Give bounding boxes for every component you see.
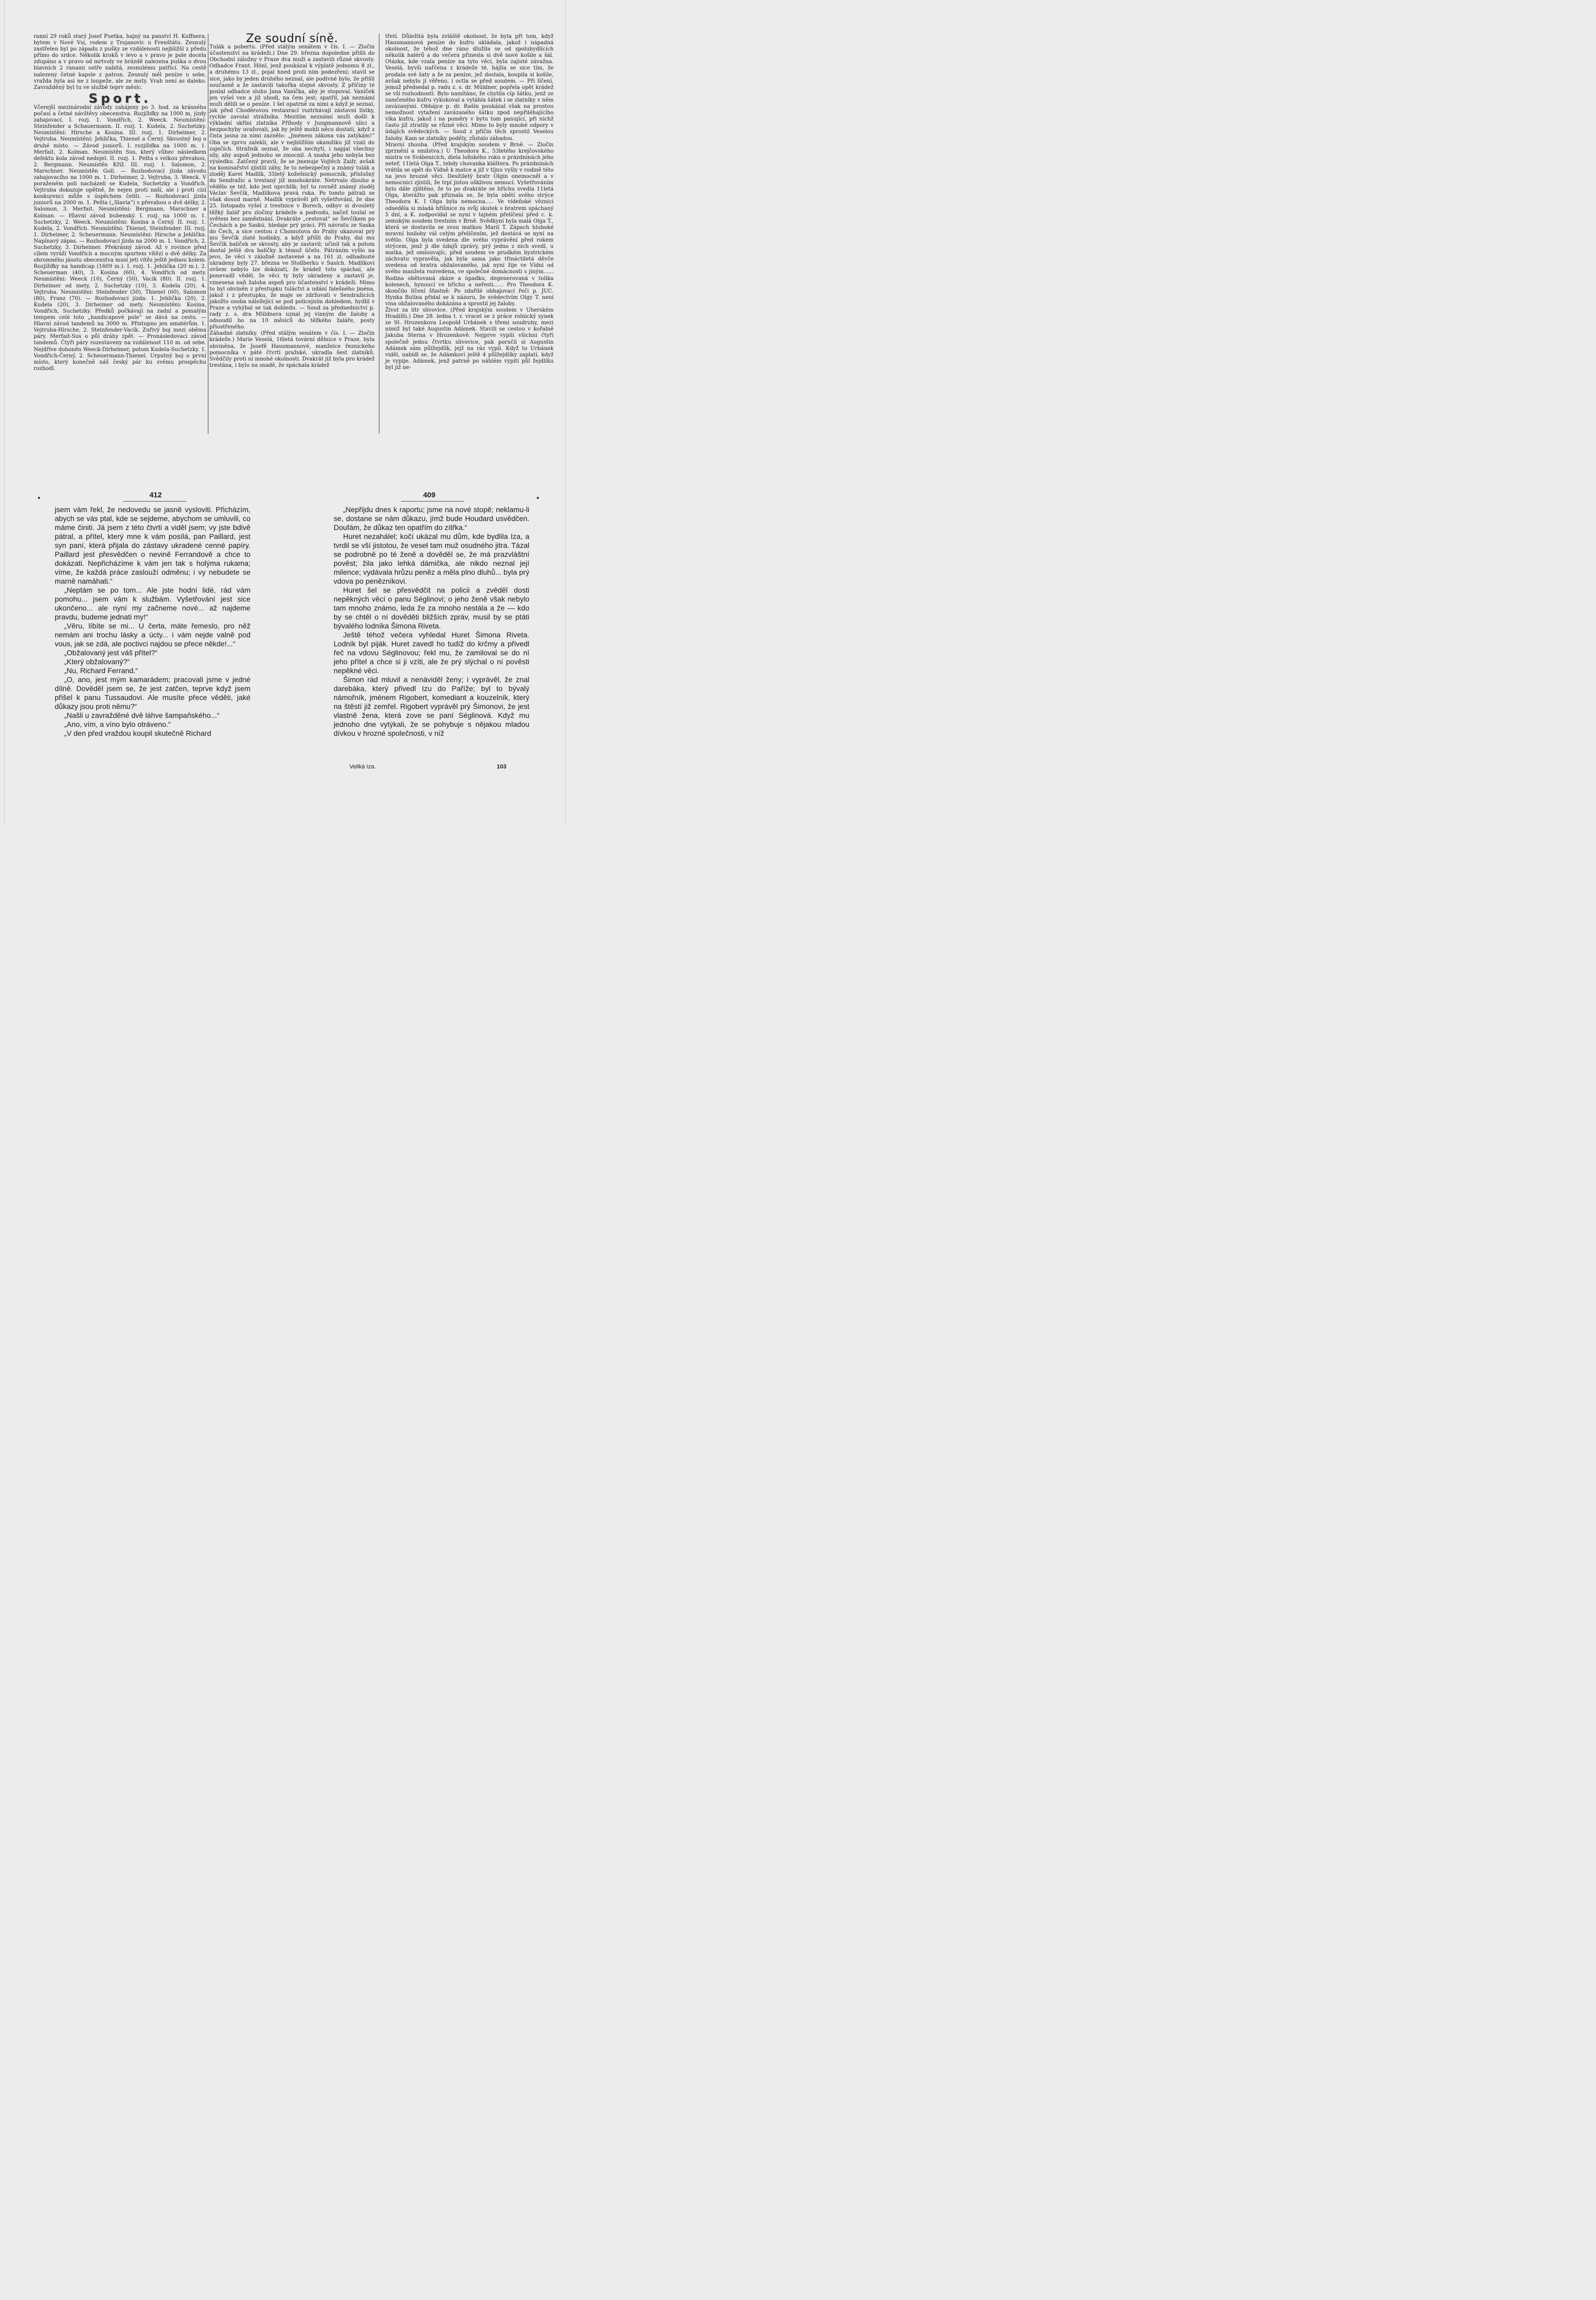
novel-paragraph: „Nu, Richard Ferrand.“ [64, 666, 138, 675]
page-number-rule [123, 501, 186, 502]
page-edge [4, 0, 5, 825]
court-article-mravni-zhouba: Mravní zhouba. (Před krajským soudem v Brně. — Zločin zprznění a smilstva.) U Theodora K., 53letého krejčovského mistra ve Svábenicích, dlela loňského roku o prázdninách jeho neteř, 11letá Olga T., tehdy chovanka klášterа. Po prázdninách vrátila se opět do Vídně k matce a již v tíjnu vyšly v rodině této na jevo hrozné věci. Desítiletý bratr Olgin onemocněl a v nemocnici zjistili, že trpí jistou ošklivou nemocí. Vyšetřováním bylo dále zjištěno, že to po dvakráte se hříchu svedla 11letá Olga, kterážto pak přiznala se, že byla obětí svého strýce Theodora K. I Olga byla nemocna..... Ve vídeňské věznici odseděla si mladá hříšnice za svůj skutek s bratrem spáchaný 5 dní, a K. zodpovídal se nyní v tajném přelíčení před c. k. zemským soudem trestním v Brně. Svědkyní byla malá Olga T., která se dostavila se svou matkou Marií T. Zápach hluboké mravní hniloby vál celým přelíčením, jež dostává se nyní na světlo. Olga byla svedena dle svého vyprávění před rokem strýcem, jenž ji dle údajů zprávy, prý jedno z nich svedl, u matka, jež omlouvajíc, před soudem ve prudkém bystrickém záchvatu vypravěla, jak byla sama jako třináctiletá děvče svedena od bratra obžalovaného, jak nyní žije ve Vídni od svého manžela rozvedena, ve společné domácnosti s jiným...... Rodina obětovaná zkáze a úpadku, degenerovaná v tolika kolenech, hynoucí ve hříchu a neřesti...... Pro Theodora K. skončilo líčení šťastně: Po zdařilé obhajovací řeči p. JUC. Hynka Bulína přidal se k názoru, že svědectvím Olgy T. není vina obžalovaného dokázána a sprostil jej žaloby. [385, 142, 554, 307]
novel-paragraph: Šimon rád mluvil a nenáviděl ženy; i vyprávěl, že znal darebáka, který přivedl Izu do Paříže; byl to bývalý námořník, jménem Rigobert, komediant a kouzelník, který na štěstí již zemřel. Rigobert vyprávěl prý Šimonovi, že jest vlastně žena, která zove se paní Séglinová. Když mu jednoho dne vytýkali, že se pohybuje s nějakou mladou dívkou v hrozné společnosti, v níž [334, 675, 529, 737]
novel-paragraph: „Obžalovaný jest váš přítel?“ [64, 648, 158, 657]
court-section-heading: Ze soudní síně. [246, 32, 338, 45]
court-article-zlatniky: Záhadné zlatníky. (Před stálým senátem v čís. I. — Zločin krádeže.) Marie Veselá, 16letá tovární dělnice v Praze, byla obviněna, že Josefě Hausmannové, manželce řezníckého pomocníka v páté čtvrti pražské, ukradla šest zlatníků. Svědčily proti ní mnohé okolnosti. Dvakrát již byla pro krádež trestána, i bylo na snadě, že spáchala krádež [209, 331, 375, 368]
novel-paragraph: Huret nezahálel; kočí ukázal mu dům, kde bydlila Iza, a tvrdil se vší jistotou, že veseł tam muž osudného jitra. Tázal se podrobně po té ženě a dověděl se, že má prazvláštní pověst; žila jako lehká dámička, ale nikdo neznal její milence; vydávala hrůzu peněz a měla plno dluhů... byla prý vdova po penězníkovi. [334, 532, 529, 585]
page-number-left: 412 [149, 491, 162, 499]
novel-page-409 [334, 505, 529, 738]
sport-heading: Sport. [88, 91, 152, 106]
novel-paragraph: „Který obžalovaný?“ [64, 657, 130, 666]
page-number-rule [401, 501, 464, 502]
novel-paragraph: jsem vám řekl, že nedovedu se jasně vysloviti. Přicházím, abych se vás ptal, kde se sejdeme, abychom se umluvili, co máme činiti. Já jsem z této čtvrti a viděl jsem; vy jste bdivě pátral, a přítel, který mne k vám posílá, pan Paillard, jest syn paní, která přijala do zástavy ukradené cenné papíry. Paillard jest přesvědčen o nevině Ferrandově a chce to dokázati. Nepřicházíme k vám jen tak s holýma rukama; víme, že každá práce zaslouží odměnu; i vy nebudete se marně namáhati.“ [55, 505, 250, 585]
crime-report-text: ranní 29 roků starý Josef Puetka, hajný na panství H. Kuffnera, bytem v Nové Vsi, rodem z Trojanovic u Frenštátu. Zesnulý zastřelen byl po západu z pušky ze vzdálenosti nejbližší z předu přímo do srdce. Několik kroků v levo a v pravo je pole docela zdupáno a v pravo od mrtvoly ve brázdě nalezena puška o dvou hlavních 2 ranami ostře nabitá, zesnulému patřící. Na cestě nalezeny četné kapsle z patron. Zesnulý měl peníze u sebe, vražda byla asi ne z loupeže, ale ze msty. Vrah není as daleko. Zavražděný byl tu ve službě teprv měsíc. [34, 34, 206, 91]
top-middle-column [209, 32, 375, 369]
novel-page-412 [55, 505, 250, 738]
court-article-continued: třetí. Důležitá byla zvláště okolnost, že byla při tom, když Hausmannová peníze do kufru ukládala, jakož i nápadná okolnost, že téhož dne ráno dlužila se od spolubydlících několik halérů a do večera přinesla si dvě nové košile a šál. Otázka, kde vzala peníze na tyto věci, byla zajisté závažna. Veselá, byvši nařčena z krádeže té, hájila se sice tím, že prodala své šaty a že za peníze, jež dostala, koupila si košile, avšak nebylo jí věřeno, i octla se před soudem. — Při líčení, jemuž předsedal p. radu z. s. dr. Müldner, popřela opět krádež se vší rozhodností. Bylo namítáno, že chytila cíp šátku, jenž ze zamčeného kufru vykukoval a vytáhla šátek i se zlatníky v něm zavázanými. Obhájce p. dr. Rašín poukázal však na prostou nemožnost vytažení zavázaného šátku zpod nepřiléhajícího víka kufru, jakož i na poměry v bytu tom panující, při nichž často již ztratily se různé věci. Mimo to byly mnohé odpory v údajích svědeckých. — Soud z příčin těch sprostil Veselou žaloby. Kam se zlatníky poděly, zůstalo záhadou. [385, 34, 554, 142]
scanned-newspaper-page [0, 0, 573, 825]
novel-paragraph: „O, ano, jest mým kamarádem; pracovali jsme v jedné dílně. Dověděl jsem se, že jest zatčen, teprve když jsem přišel k panu Tussaudovi. Ale musíte přece věděti, jaké důkazy jsou proti němu?“ [55, 675, 250, 711]
novel-paragraph: „Nepřijdu dnes k raportu; jsme na nové stopě; neklamu-li se, dostane se nám důkazu, jímž bude Houdard usvědčen. Doufám, že důkaz ten opatřím do zítřka.“ [334, 505, 529, 532]
novel-paragraph: Ještě téhož večera vyhledal Huret Šimona Riveta. Lodník byl piják. Huret zavedl ho tudíž do krčmy a přivedl řeč na vdovu Séglinovou; řekl mu, že zamiloval se do ní jeho přítel a chce si ji vzíti, ale že prý slýchal o ní pověsti nepěkné věci. [334, 631, 529, 675]
top-right-column [385, 34, 554, 371]
top-left-column [34, 34, 206, 372]
sport-report-text: Včerejší mezinárodní závody zahájeny po 3. hod. za krásného počasí a četné návštěvy obecenstva. Rozjížďky na 1000 m, jízdy zahajovací, I. rozj. 1. Vondřich, 2. Weeck. Neumístění: Steinfender a Schauermann. II. rozj. 1. Kudela, 2. Suchetzky. Neumístění: Hirsche a Kosina. III. rozj. 1. Dirheimer, 2. Vejtruba. Neumístění: Jehlička, Thienel a Černý. Skvostný boj o druhé místo. — Závod juniorů. I. rozjížďka na 1000 m. 1. Merfait, 2. Kolman. Neumístěn Sus, který vůbec následkem defektu kola závod nedojel. II. rozj. 1. Pešta s velkou převahou, 2. Bergmann. Neumístěn Kříž. III. rozj. 1. Salomon, 2. Marschner. Neumístěn Goll. — Rozhodovací jízda závodu zahajovacího na 1000 m. 1. Dirheimer, 2. Vejtruba, 3. Weeck. V poraženém poli nacházeli se Kudela, Suchetzky a Vondřich. Vejtruba dokazuje opětně, že nejen proti naší, ale i proti cizí konkurenci může s úspěchem čeliti. — Rozhodovací jízda juniorů na 2000 m. 1. Pešta („Slavia“) s převahou o dvě délky, 2. Salomon, 3. Merfait. Neumístěni: Bergmann, Marschner a Kolman. — Hlavní závod bubenský. I. rozj. na 1000 m. 1. Suchetzky, 2. Weeck. Neumístěni: Kosina a Černý. II. rozj. 1. Kudela, 2. Vondřich. Neumístěni: Thienel, Steinfender. III. rozj. 1. Dirheimer, 2. Scheuermann. Neumístěni: Hirsche a Jehlička. Napínavý zápas. — Rozhodovací jízda na 2000 m. 1. Vondřich, 2. Suchetzky, 3. Dirheimer. Překrásný závod. Až v rovince před cílem vyráží Vondřich a mocným spurtem vítězí o dvě délky. Za ohromného jásotu obecenstva musí jeti vítěz ještě jednou kolem. Rozjížďky na handicap (1609 m.). I. rozj. 1. Jehlička (20 m.), 2. Scheuerman (40), 3. Kosina (60), 4. Vondřich od mety. Neumístěni: Weeck (10), Černý (50), Vacík (80). II. rozj. 1. Dirheimer od mety, 2. Suchetzky (10), 3. Kudela (20), 4. Vejtruba. Neumístěni: Steinfender (50), Thienel (60), Salomon (80), Franz (70). — Rozhodovací jízda: 1. Jehlička (20), 2. Kudela (20), 3. Dirheimer od mety. Neumístěni: Kosina, Vondřich, Suchetzky. Předků počkávají na zadní a pomalým tempem celé toto „handicapové pole“ se dává na cestu. — Hlavní závod tandemů na 3000 m. Přistupno jen amatérům. 1. Vejtruba-Hirsche, 2. Steinfender-Vacík. Zuřivý boj mezi oběma páry. Merfait-Sus o půl dráhy zpět. — Pronásledovací závod tandemů. Čtyři páry rozestaveny na vzdálenost 110 m. od sebe. Nejdříve dohoněn Weeck-Dirheimer, potom Kudela-Suchetzky. 1. Vondřich-Černý, 2. Scheuermann-Thienel. Urputný boj o první místo, který konečně náš český pár ku svému prospěchu rozhodl. [34, 104, 206, 372]
court-article-slivovice: Život za litr slivovice. (Před krajským soudem v Uherském Hradišti.) Dne 28. ledna t. r. vracel se z práce rolnický synek ze St. Hrozenkova Leopold Urbánek s třemi soudruhy, mezi nimiž byl také Augustin Adámek. Stavili se cestou v kořalně Jakuba Sterna v Hrozenkově. Nejprve vypili všichni čtyři společně jednu čtvrtku slivovice, pak poručil si Augustin Adámek sám půlžejdlík, jejž na ráz vypil. Když to Urbánek viděl, nabídl se, že Adámkovi ještě 4 půlžejdlíky zaplatí, když je vypije. Adámek, jenž patrně po náhlém vypití půl žejdlíku byl již ne- [385, 307, 554, 371]
page-number-right: 409 [423, 491, 436, 499]
page-edge [565, 0, 566, 825]
margin-dot [537, 497, 539, 499]
running-footer-number: 103 [497, 764, 507, 770]
novel-paragraph: „Ano, vím, a víno bylo otráveno.“ [64, 720, 171, 728]
novel-paragraph: Huret šel se přesvědčit na policii a zvěděl dosti nepěkných věcí o panu Séglinovi; o jeho ženě však nebylo tam mnoho známo, leda že za mnoho nestála a že — kdo by se chtěl o ní dověděti bližších zpráv, musil by se ptáti bývalého lodníka Šimona Riveta. [334, 586, 529, 630]
running-footer-title: Veliká Iza. [349, 764, 376, 770]
novel-paragraph: „Našli u zavražděné dvě láhve šampaňského...“ [64, 711, 219, 719]
novel-paragraph: „Věru, líbíte se mi... U čerta, máte řemeslo, pro něž nemám ani trochu lásky a úcty... i vám nejde valně pod vous, jak se zdá, ale poctivci najdou se přece někde!...“ [55, 622, 250, 648]
margin-dot [38, 497, 40, 499]
court-article-tulak: Tulák a pobertu. (Před stálým senátem v čís. I. — Zločin účastenství na krádeži.) Dne 29. března dopoledne přišli do Obchodní záložny v Praze dva muži a zastavili různé skvosty. Odhadce Frant. Hönl, jenž poukázal k výplatě jednomu 8 zl., a druhému 13 zl., pojal hned proti nim podezření; stavil se sice, jako by jeden druhého neznal, ale podivné bylo, že přišli současně a že zastavili takořka stejné skvosty. Z příčiny té poslal odhadce sluhu Jana Vaníčka, aby je stopoval. Vaníček jen vyšel ven a již uhodl, na čem jest; spatřil, jak neznámí muži dělili se o peníze. I šel opatrně za nimi a když je seznal, jak před Choděrovou restaurací roztrhávají zástavní lístky, rychle zavolal strážníka. Mezitím neznámí muži došli k výkladní skříni zlatníka Příhody v Jungmannově ulici a bezpochyby uvažovali, jak by ještě mohli něco dostati, když z čista jasna za nimi zaznělo: „Jménem zákona vás zatýkám!“ Oba se zprvu zalekli, ale v nejbližším okamžiku již vzali do zaječích. Strážník seznal, že oba nechytí, i napjal všechny síly, aby aspoň jednoho se zmocnil. A snaha jeho nebyla bez výsledku. Zatčený pravil, že se jmenuje Vojtěch Zaifr, avšak na komisařství zjistili záhy, že to nebezpečný a známý tulák a zloděj Karel Madlík, 35letý kožešnický pomocník, příslušný do Sendražic a trestaný již mnohokráte. Netrvalo dlouho a vědělo se též, kdo jest uprchlík; byl to rovněž známý zloděj Václav Ševčík, Madlíkova pravá ruka. Po tomto pátrali se však dosud marně. Madlík vyprávěl při vyšetřování, že dne 25. listopadu vyšel z trestnice v Borech, odbyv si dvouletý těžký žalář pro zločiny krádeže a podvodu, načež toulal se světem bez zaměstnání. Dvakráte „cestoval“ se Ševčíkem po Čechách a po Saskú, hledaje prý práci. Při návratu ze Saska do Čech, a sice cestou z Chomutova do Prahy ukazoval prý mu Ševčík zlaté hodinky, a když přišli do Prahy, dal mu Ševčík balíček se skvosty, aby je zastavil; učinil tak a potom dostal ještě dva balíčky k témuž účelu. Pátráním vyšlo na jevo, že věci v záložně zastavené a na 161 zl. odhadnuté ukradeny byly 27. března ve Stollberku v Sasích. Madlíkovi ovšem nebylo lze dokázati, že krádež tuto spáchal, ale ponevadž věděl, že věci ty byly ukradeny a zastavil je, vznesena naň žaloba aspoň pro účastenství v krádeži. Mimo to byl obviněn z přestupku tuláctví a udání falešného jména, jakož i z přestupku, že maje se zdržovati v Sendražicích jakožto osoba náležející se pod policejním dohledem, hydlil v Praze a vyhýbal se tak dohledu. — Soud za předsednictví p. rady z. s. dra Müldnera uznal jej vinným dle žaloby a odsoudil ho na 10 měsíců do těžkého žaláře, posty přiostřeného. [209, 44, 375, 331]
novel-paragraph: „V den před vraždou koupil skutečně Richard [64, 729, 212, 737]
novel-paragraph: „Neptám se po tom... Ale jste hodní lidé, rád vám pomohu... jsem vám k službám. Vyšetřování jest sice ukončeno... ale nyní my začneme nové... až najdeme pravdu, budeme jednati my!“ [55, 586, 250, 621]
